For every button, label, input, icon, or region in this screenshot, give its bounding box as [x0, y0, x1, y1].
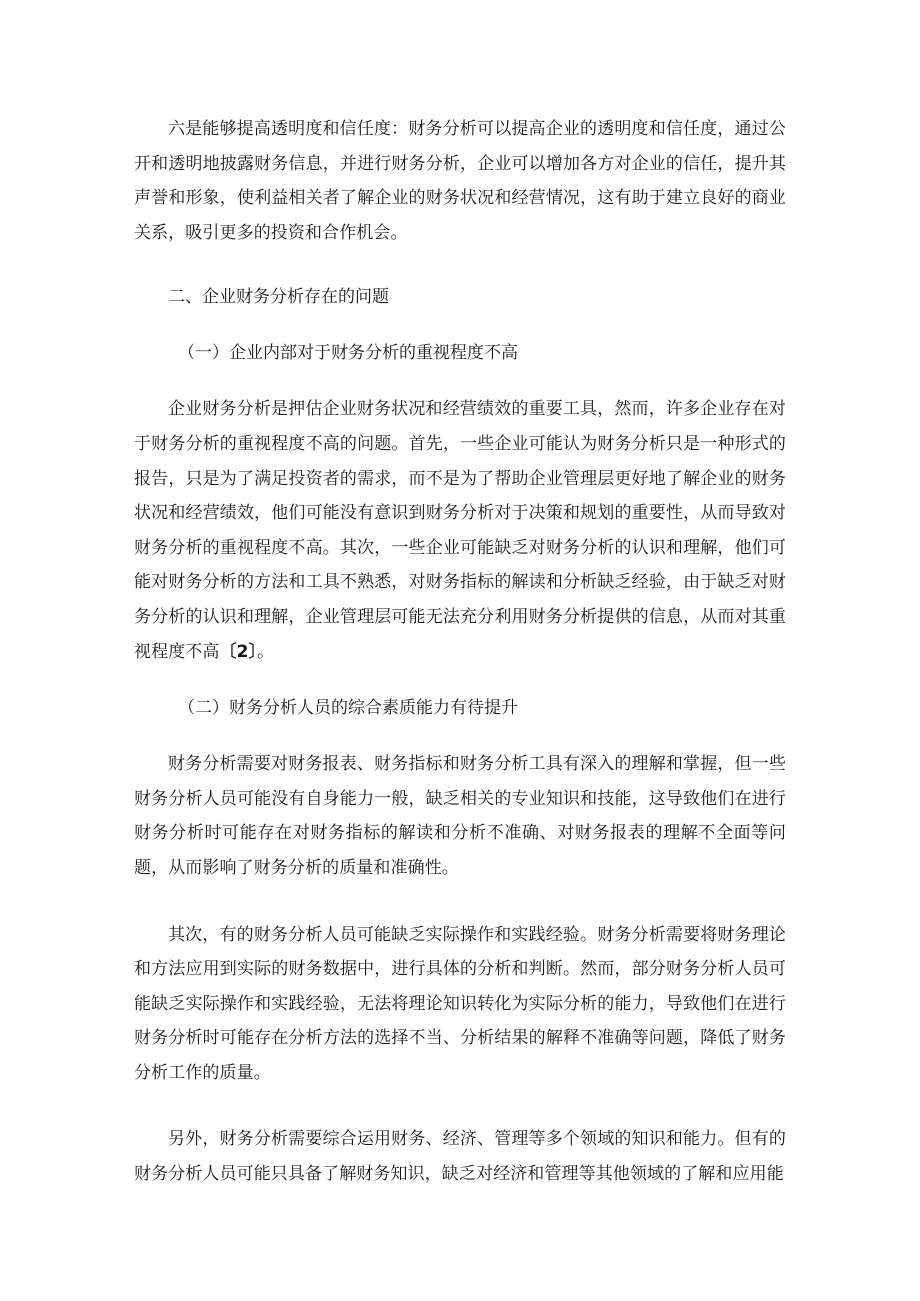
subsection-heading-1: （一）企业内部对于财务分析的重视程度不高 [178, 343, 518, 364]
document-page [134, 112, 786, 1192]
paragraph-importance-end: 。 [257, 641, 275, 662]
paragraph-importance-text: 企业财务分析是押估企业财务状况和经营绩效的重要工具，然而，许多企业存在对于财务分析的重视程度不高的问题。首先，一些企业可能认为财务分析只是一种形式的报告，只是为了满足投资者的需求，而不是为了帮助企业管理层更好地了解企业的财务状况和经营绩效，他们可能没有意识到财务分析对于决策和规划的重要性，从而导致对财务分析的重视程度不高。其次，一些企业可能缺乏对财务分析的认识和理解，他们可能对财务分析的方法和工具不熟悉，对财务指标的解读和分析缺乏经验，由于缺乏对财务分析的认识和理解，企业管理层可能无法充分利用财务分析提供的信息，从而对其重视程度不高 [134, 399, 786, 662]
paragraph-skills: 财务分析需要对财务报表、财务指标和财务分析工具有深入的理解和掌握，但一些财务分析人员可能没有自身能力一般，缺乏相关的专业知识和技能，这导致他们在进行财务分析时可能存在对财务指标的解读和分析不准确、对财务报表的理解不全面等问题，从而影响了财务分析的质量和准确性。 [134, 754, 786, 878]
citation-reference: 〔2〕 [219, 641, 258, 662]
paragraph-knowledge: 另外，财务分析需要综合运用财务、经济、管理等多个领域的知识和能力。但有的财务分析人员可能只具备了解财务知识，缺乏对经济和管理等其他领域的了解和应用能 [134, 1129, 786, 1185]
paragraph-importance [134, 392, 786, 669]
subsection-heading-2: （二）财务分析人员的综合素质能力有待提升 [178, 698, 518, 719]
section-heading-problems: 二、企业财务分析存在的问题 [168, 287, 389, 308]
paragraph-experience: 其次，有的财务分析人员可能缺乏实际操作和实践经验。财务分析需要将财务理论和方法应用到实际的财务数据中，进行具体的分析和判断。然而，部分财务分析人员可能缺乏实际操作和实践经验，无法将理论知识转化为实际分析的能力，导致他们在进行财务分析时可能存在分析方法的选择不当、分析结果的解释不准确等问题，降低了财务分析工作的质量。 [134, 924, 786, 1083]
paragraph-transparency: 六是能够提高透明度和信任度：财务分析可以提高企业的透明度和信任度，通过公开和透明地披露财务信息，并进行财务分析，企业可以增加各方对企业的信任，提升其声誉和形象，使利益相关者了解企业的财务状况和经营情况，这有助于建立良好的商业关系，吸引更多的投资和合作机会。 [134, 119, 786, 243]
